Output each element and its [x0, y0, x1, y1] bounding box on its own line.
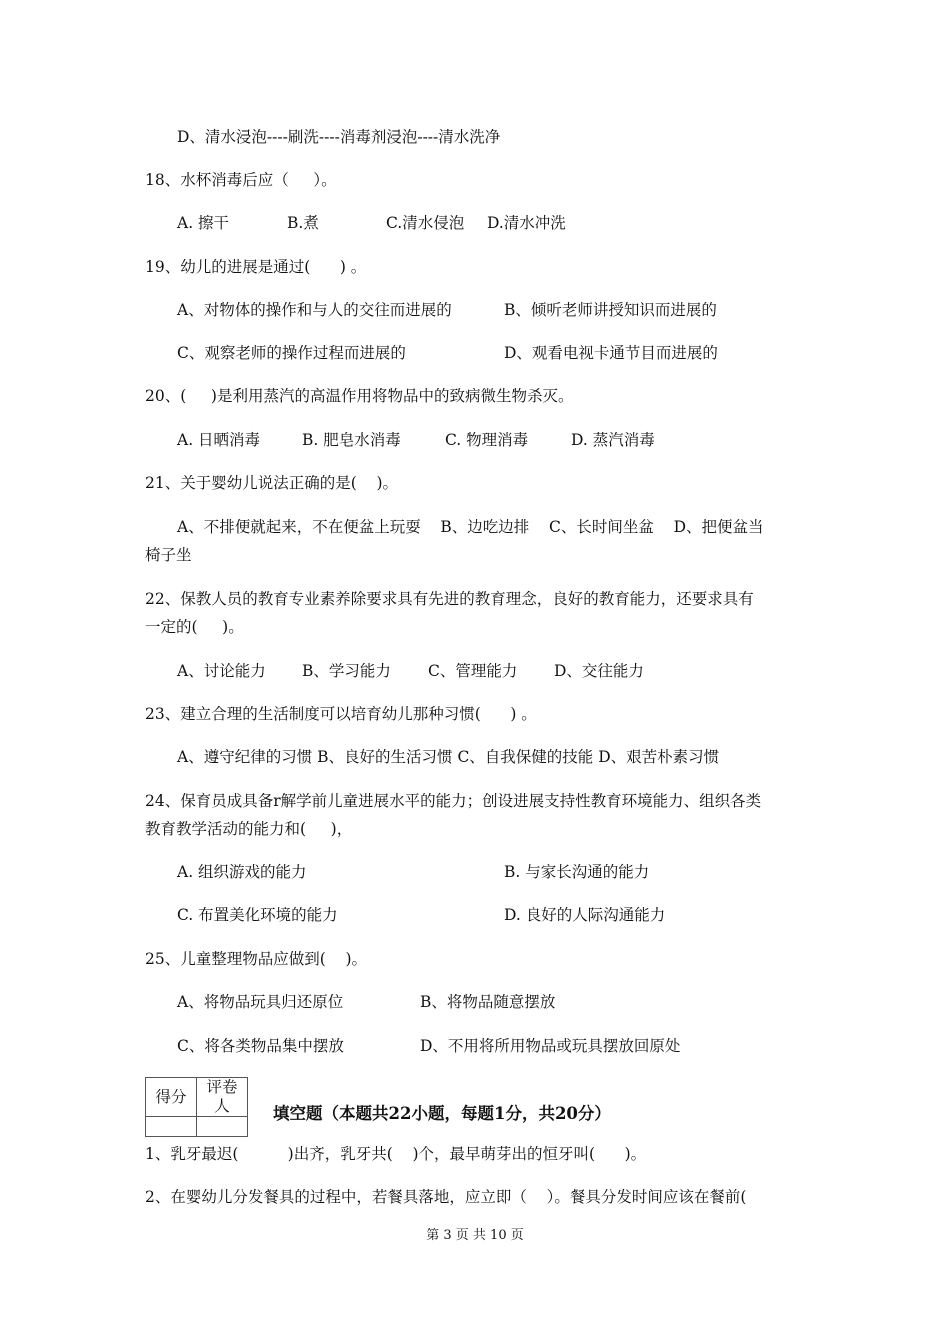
q22-option-a: A、讨论能力	[177, 662, 266, 680]
q19-option-c: C、观察老师的操作过程而进展的	[177, 344, 406, 362]
q23-options: A、遵守纪律的习惯 B、良好的生活习惯 C、自我保健的技能 D、艰苦朴素习惯	[177, 748, 720, 766]
page-footer: 第 3 页 共 10 页	[426, 1228, 524, 1243]
q25-option-a: A、将物品玩具归还原位	[177, 993, 344, 1011]
q19-option-b: B、倾听老师讲授知识而进展的	[504, 301, 717, 319]
q24-option-b: B. 与家长沟通的能力	[504, 863, 650, 881]
q18-option-b: B.煮	[287, 214, 319, 232]
q18-option-d: D.清水冲洗	[487, 214, 566, 232]
q25-stem: 25、儿童整理物品应做到( )。	[145, 950, 368, 968]
q20-option-a: A. 日晒消毒	[177, 431, 261, 449]
q24-option-d: D. 良好的人际沟通能力	[504, 906, 666, 924]
q18-stem: 18、水杯消毒后应（ ）。	[145, 171, 337, 189]
q22-option-b: B、学习能力	[302, 662, 391, 680]
q19-option-d: D、观看电视卡通节目而进展的	[504, 344, 718, 362]
q18-option-c: C.清水侵泡	[386, 214, 465, 232]
q25-option-c: C、将各类物品集中摆放	[177, 1037, 344, 1055]
q25-option-b: B、将物品随意摆放	[420, 993, 556, 1011]
score-cell[interactable]	[146, 1117, 197, 1137]
q25-option-d: D、不用将所用物品或玩具摆放回原处	[420, 1037, 681, 1055]
q20-stem: 20、( )是利用蒸汽的高温作用将物品中的致病微生物杀灭。	[145, 387, 574, 405]
grader-header: 评卷人	[197, 1078, 248, 1117]
q19-option-a: A、对物体的操作和与人的交往而进展的	[177, 301, 452, 319]
q21-options-line2: 椅子坐	[145, 546, 192, 564]
q22-option-d: D、交往能力	[554, 662, 644, 680]
score-header: 得分	[146, 1078, 197, 1117]
q19-stem: 19、幼儿的进展是通过( ) 。	[145, 258, 367, 276]
q20-option-d: D. 蒸汽消毒	[571, 431, 655, 449]
q21-stem: 21、关于婴幼儿说法正确的是( )。	[145, 474, 399, 492]
fill-q1: 1、乳牙最迟( )出齐，乳牙共( )个，最早萌芽出的恒牙叫( )。	[145, 1145, 647, 1163]
q20-option-c: C. 物理消毒	[445, 431, 529, 449]
q20-option-b: B. 肥皂水消毒	[302, 431, 401, 449]
q22-option-c: C、管理能力	[428, 662, 518, 680]
q21-options-line1: A、不排便就起来，不在便盆上玩耍 B、边吃边排 C、长时间坐盆 D、把便盆当	[177, 518, 764, 536]
section-title: 填空题（本题共22小题，每题1分，共20分）	[273, 1104, 611, 1123]
q24-option-a: A. 组织游戏的能力	[177, 863, 307, 881]
score-table	[145, 1077, 248, 1137]
q24-stem-line2: 教育教学活动的能力和( )，	[145, 820, 353, 838]
q23-stem: 23、建立合理的生活制度可以培育幼儿那种习惯( ) 。	[145, 705, 537, 723]
q22-stem-line2: 一定的( )。	[145, 618, 244, 636]
grader-cell[interactable]	[197, 1117, 248, 1137]
q24-stem-line1: 24、保育员成具备r解学前儿童进展水平的能力；创设进展支持性教育环境能力、组织各类	[145, 792, 762, 810]
q22-stem-line1: 22、保教人员的教育专业素养除要求具有先进的教育理念，良好的教育能力，还要求具有	[145, 590, 754, 608]
fill-q2: 2、在婴幼儿分发餐具的过程中，若餐具落地，应立即（ ）。餐具分发时间应该在餐前(	[145, 1188, 747, 1206]
q18-option-a: A. 擦干	[177, 214, 230, 232]
q24-option-c: C. 布置美化环境的能力	[177, 906, 338, 924]
q17-option-d: D、清水浸泡----刷洗----消毒剂浸泡----清水洗净	[177, 128, 501, 146]
